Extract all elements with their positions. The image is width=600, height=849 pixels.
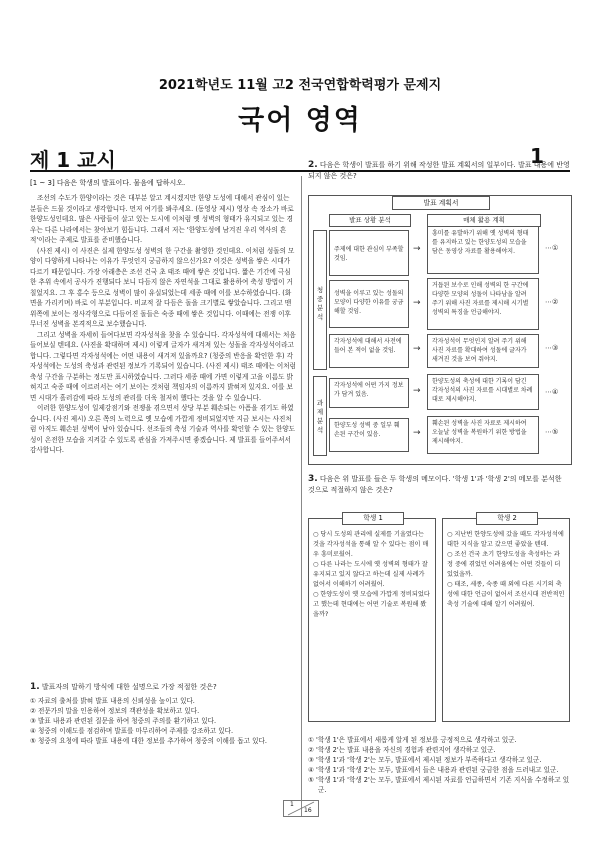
plan-right-cell: 흥미를 유발하기 위해 옛 성벽의 형태를 유지하고 있는 한양도성의 모습을 담은 동영상 자료를 활용해야지.	[427, 226, 539, 274]
memo-note: ○ 태조, 세종, 숙종 때 외에 다른 시기의 축성에 대한 언급이 없어서 조선시대 전반적인 축성 기술에 대해 알기 어려웠어.	[447, 581, 565, 608]
answer-option[interactable]: ① '학생 1'은 발표에서 새롭게 알게 된 정보를 긍정적으로 생각하고 있군.	[308, 736, 517, 744]
student-2-memo	[442, 518, 570, 722]
option-mark: ⋯⑤	[545, 428, 559, 436]
student-1-label: 학생 1	[342, 512, 404, 525]
arrow-icon: →	[413, 428, 421, 438]
page-footer	[283, 800, 319, 817]
arrow-icon: →	[413, 298, 421, 308]
col-header-right: 매체 활용 계획	[427, 214, 541, 227]
question-2-prompt	[308, 160, 570, 182]
plan-left-cell: 주제에 대한 관심이 부족할 것임.	[329, 230, 409, 276]
exam-title: 2021학년도 11월 고2 전국연합학력평가 문제지	[158, 78, 442, 93]
memo-note: ○ 다른 나라는 도시에 옛 성벽의 형태가 잘 유지되고 있지 않다고 하는데 실제 사례가 없어서 이해하기 어려웠어.	[313, 561, 428, 588]
question-3-prompt	[308, 474, 570, 496]
option-mark: ⋯③	[545, 344, 559, 352]
plan-left-cell: 성벽을 이루고 있는 성돌의 모양이 다양한 이유를 궁금해할 것임.	[329, 280, 409, 328]
answer-option[interactable]: ⑤ '학생 1'과 '학생 2'는 모두, 발표에서 제시된 자료를 언급하면서 기존 지식을 수정하고 있군.	[308, 776, 570, 794]
col-header-left: 발표 상황 분석	[329, 214, 411, 227]
question-number: 2.	[308, 160, 318, 170]
answer-option[interactable]: ② '학생 2'는 발표 내용을 자신의 경험과 관련지어 생각하고 있군.	[308, 746, 496, 754]
student-1-memo	[308, 518, 436, 722]
period-label: 제 1 교시	[30, 148, 116, 172]
option-mark: ⋯②	[545, 298, 559, 306]
plan-right-cell: 거듭된 보수로 인해 성벽의 한 구간에 다양한 모양의 성돌이 나타남을 알려 주기 위해 사진 자료를 제시해 시기별 성벽의 특징을 언급해야지.	[427, 278, 539, 330]
column-divider	[301, 176, 302, 816]
question-prompt: 다음은 학생이 발표를 하기 위해 작성한 발표 계획서의 일부이다. 발표 내용에 반영되지 않은 것은?	[308, 161, 570, 180]
memo-note: ○ 조선 건국 초기 한양도성을 축성하는 과정 중에 겪었던 어려움에는 어떤 것들이 더 있었을까.	[447, 551, 561, 578]
question-prompt: 다음은 위 발표를 들은 두 학생의 메모이다. '학생 1'과 '학생 2'의 메모를 분석한 것으로 적절하지 않은 것은?	[308, 475, 562, 494]
passage-paragraph: 이러한 한양도성이 일제강점기와 전쟁을 겪으면서 상당 부분 훼손되는 아픔을 겪기도 하였습니다. (사진 제시) 오른 쪽의 노력으로 옛 모습에 가깝게 정비되었지만 지금 보시는 사진처럼 아직도 훼손된 성벽이 남아 있습니다. 선조들의 축성 기술과 역사를 확인할 수 있는 한양도성이 온전한 모습을 지켜갈 수 있도록 관심을 가져주시면 좋겠습니다. 제 발표를 들어주셔서 감사합니다.	[30, 404, 296, 454]
passage-paragraph: 그리고 성벽을 자세히 들여다보면 각자성석을 찾을 수 있습니다. 각자성석에 대해서는 처음 들어보실 텐데요. (사진을 확대하며 제시) 이렇게 글자가 새겨져 있는 성돌을 각자성석이라고 합니다. 그렇다면 각자성석에는 어떤 내용이 새겨져 있을까요? (청중의 반응을 확인한 후) 각자성석에는 도성의 축성과 관련된 정보가 기록되어 있습니다. (사진 제시) 태조 때에는 이처럼 축성 구간을 구분하는 정도만 표시하였습니다. 그러다 세종 때에 가면 이렇게 고을 이름도 밝혀지고 숙종 때에 이르러서는 여기 보이는 것처럼 책임자의 이름까지 밝혀져 있지요. 이를 보면 시대가 흘러감에 따라 도성의 관리를 더욱 철저히 했다는 것을 알 수 있습니다.	[30, 330, 296, 402]
passage-paragraph: (사진 제시) 이 사진은 실제 한양도성 성벽의 한 구간을 촬영한 것인데요. 이처럼 성돌의 모양이 다양하게 나타나는 이유가 무엇인지 궁금하지 않으신가요? 이것은 성벽을 쌓은 시대가 다르기 때문입니다. 가장 아래층은 조선 건국 초 태조 때에 쌓은 것입니다. 짧은 기간에 극심한 추위 속에서 공사가 진행되다 보니 다듬지 않은 자연석을 그대로 활용하여 축성 방법이 거칠었지요. 그 후 홍수 등으로 성벽이 많이 유실되었는데 세종 때에 이를 보수하였습니다. (화면을 가리키며) 바로 이 부분입니다. 비교적 잘 다듬은 돌을 크기별로 쌓았습니다. 그리고 맨 위쪽에 보이는 정사각형으로 다듬어진 돌들은 숙종 때에 쌓은 것입니다. 이때에는 전쟁 이후 무너진 성벽을 본격적으로 보수했습니다.	[30, 246, 295, 328]
answer-option[interactable]: ③ '학생 1'과 '학생 2'는 모두, 발표에서 제시된 정보가 부족하다고 생각하고 있군.	[308, 756, 542, 764]
question-1	[30, 682, 296, 746]
question-number: 3.	[308, 474, 318, 484]
subject-title: 국어 영역	[238, 105, 362, 136]
memo-note: ○ 한양도성이 옛 모습에 가깝게 정비되었다고 했는데 현대에는 어떤 기술로 복원해 봤을까?	[313, 591, 430, 618]
passage-paragraph: 조선의 수도가 한양이라는 것은 대부분 알고 계시겠지만 한양 도성에 대해서 관심이 있는 분들은 드물 것이라고 생각합니다. 먼저 여기를 봐주세요. (동영상 제시) 영상 속 장소가 바로 한양도성인데요. 많은 사람들이 살고 있는 도시에 이처럼 옛 성벽의 형태가 유지되고 있는 경우는 다른 나라에서는 찾아보기 힘듭니다. 그래서 저는 '한양도성에 남겨진 우리 역사의 흔적'이라는 주제로 발표를 준비했습니다.	[30, 194, 294, 244]
plan-left-cell: 한양도성 성벽 중 일부 훼손된 구간이 있음.	[329, 418, 409, 452]
question-number: 1.	[30, 682, 40, 692]
option-mark: ⋯①	[545, 244, 559, 252]
plan-left-cell: 각자성석에 대해서 사전에 들어 본 적이 없을 것임.	[329, 334, 409, 368]
question-prompt: 발표자의 말하기 방식에 대한 설명으로 가장 적절한 것은?	[41, 683, 217, 691]
plan-title: 발표 계획서	[392, 196, 490, 210]
answer-option[interactable]: ① 자료의 출처를 밝혀 발표 내용의 신뢰성을 높이고 있다.	[30, 697, 195, 705]
answer-option[interactable]: ② 전문가의 말을 인용하여 정보의 객관성을 확보하고 있다.	[30, 707, 200, 715]
plan-right-cell: 각자성석이 무엇인지 알려 주기 위해 사진 자료를 확대하여 성돌에 글자가 새겨진 것을 보여 줘야지.	[427, 334, 539, 368]
side-label-audience: 청중 분석	[313, 230, 327, 370]
plan-right-cell: 한양도성의 축성에 대한 기록이 담긴 각자성석의 사진 자료를 시대별로 차례대로 제시해야지.	[427, 374, 539, 410]
arrow-icon: →	[413, 344, 421, 354]
arrow-icon: →	[413, 244, 421, 254]
passage-intro: [1 ~ 3] 다음은 학생의 발표이다. 물음에 답하시오.	[30, 179, 186, 187]
answer-option[interactable]: ⑤ 청중의 요청에 따라 발표 내용에 대한 정보를 추가하여 청중의 이해를 돕고 있다.	[30, 737, 267, 745]
answer-option[interactable]: ③ 발표 내용과 관련된 질문을 하여 청중의 주의를 환기하고 있다.	[30, 717, 217, 725]
memo-note: ○ 당시 도성의 관리에 실제를 기울였다는 것을 각자성석을 통해 알 수 있다는 점이 매우 흥미로웠어.	[313, 531, 429, 558]
side-label-topic: 과제 분석	[313, 376, 327, 456]
question-3-options	[308, 735, 570, 795]
memo-note: ○ 지난번 한양도성에 갔을 때도 각자성석에 대한 지식을 알고 갔으면 좋았을 텐데.	[447, 531, 564, 548]
answer-option[interactable]: ④ 청중의 이해도를 점검하며 발표를 마무리하여 주제를 강조하고 있다.	[30, 727, 234, 735]
option-mark: ⋯④	[545, 388, 559, 396]
student-2-label: 학생 2	[476, 512, 538, 525]
plan-table	[308, 195, 572, 465]
plan-right-cell: 훼손된 성벽을 사진 자료로 제시하여 오늘날 성벽을 복원하기 위한 방법을 제시해야지.	[427, 416, 539, 454]
plan-left-cell: 각자성석에 어떤 가지 정보가 담겨 있음.	[329, 378, 409, 408]
footer-page: 1	[290, 801, 294, 808]
arrow-icon: →	[413, 386, 421, 396]
passage	[30, 178, 296, 456]
footer-total: 16	[304, 807, 312, 814]
page-number: 1	[530, 144, 544, 168]
answer-option[interactable]: ④ '학생 1'과 '학생 2'는 모두, 발표에서 들은 내용과 관련된 궁금한 점을 드러내고 있군.	[308, 766, 559, 774]
